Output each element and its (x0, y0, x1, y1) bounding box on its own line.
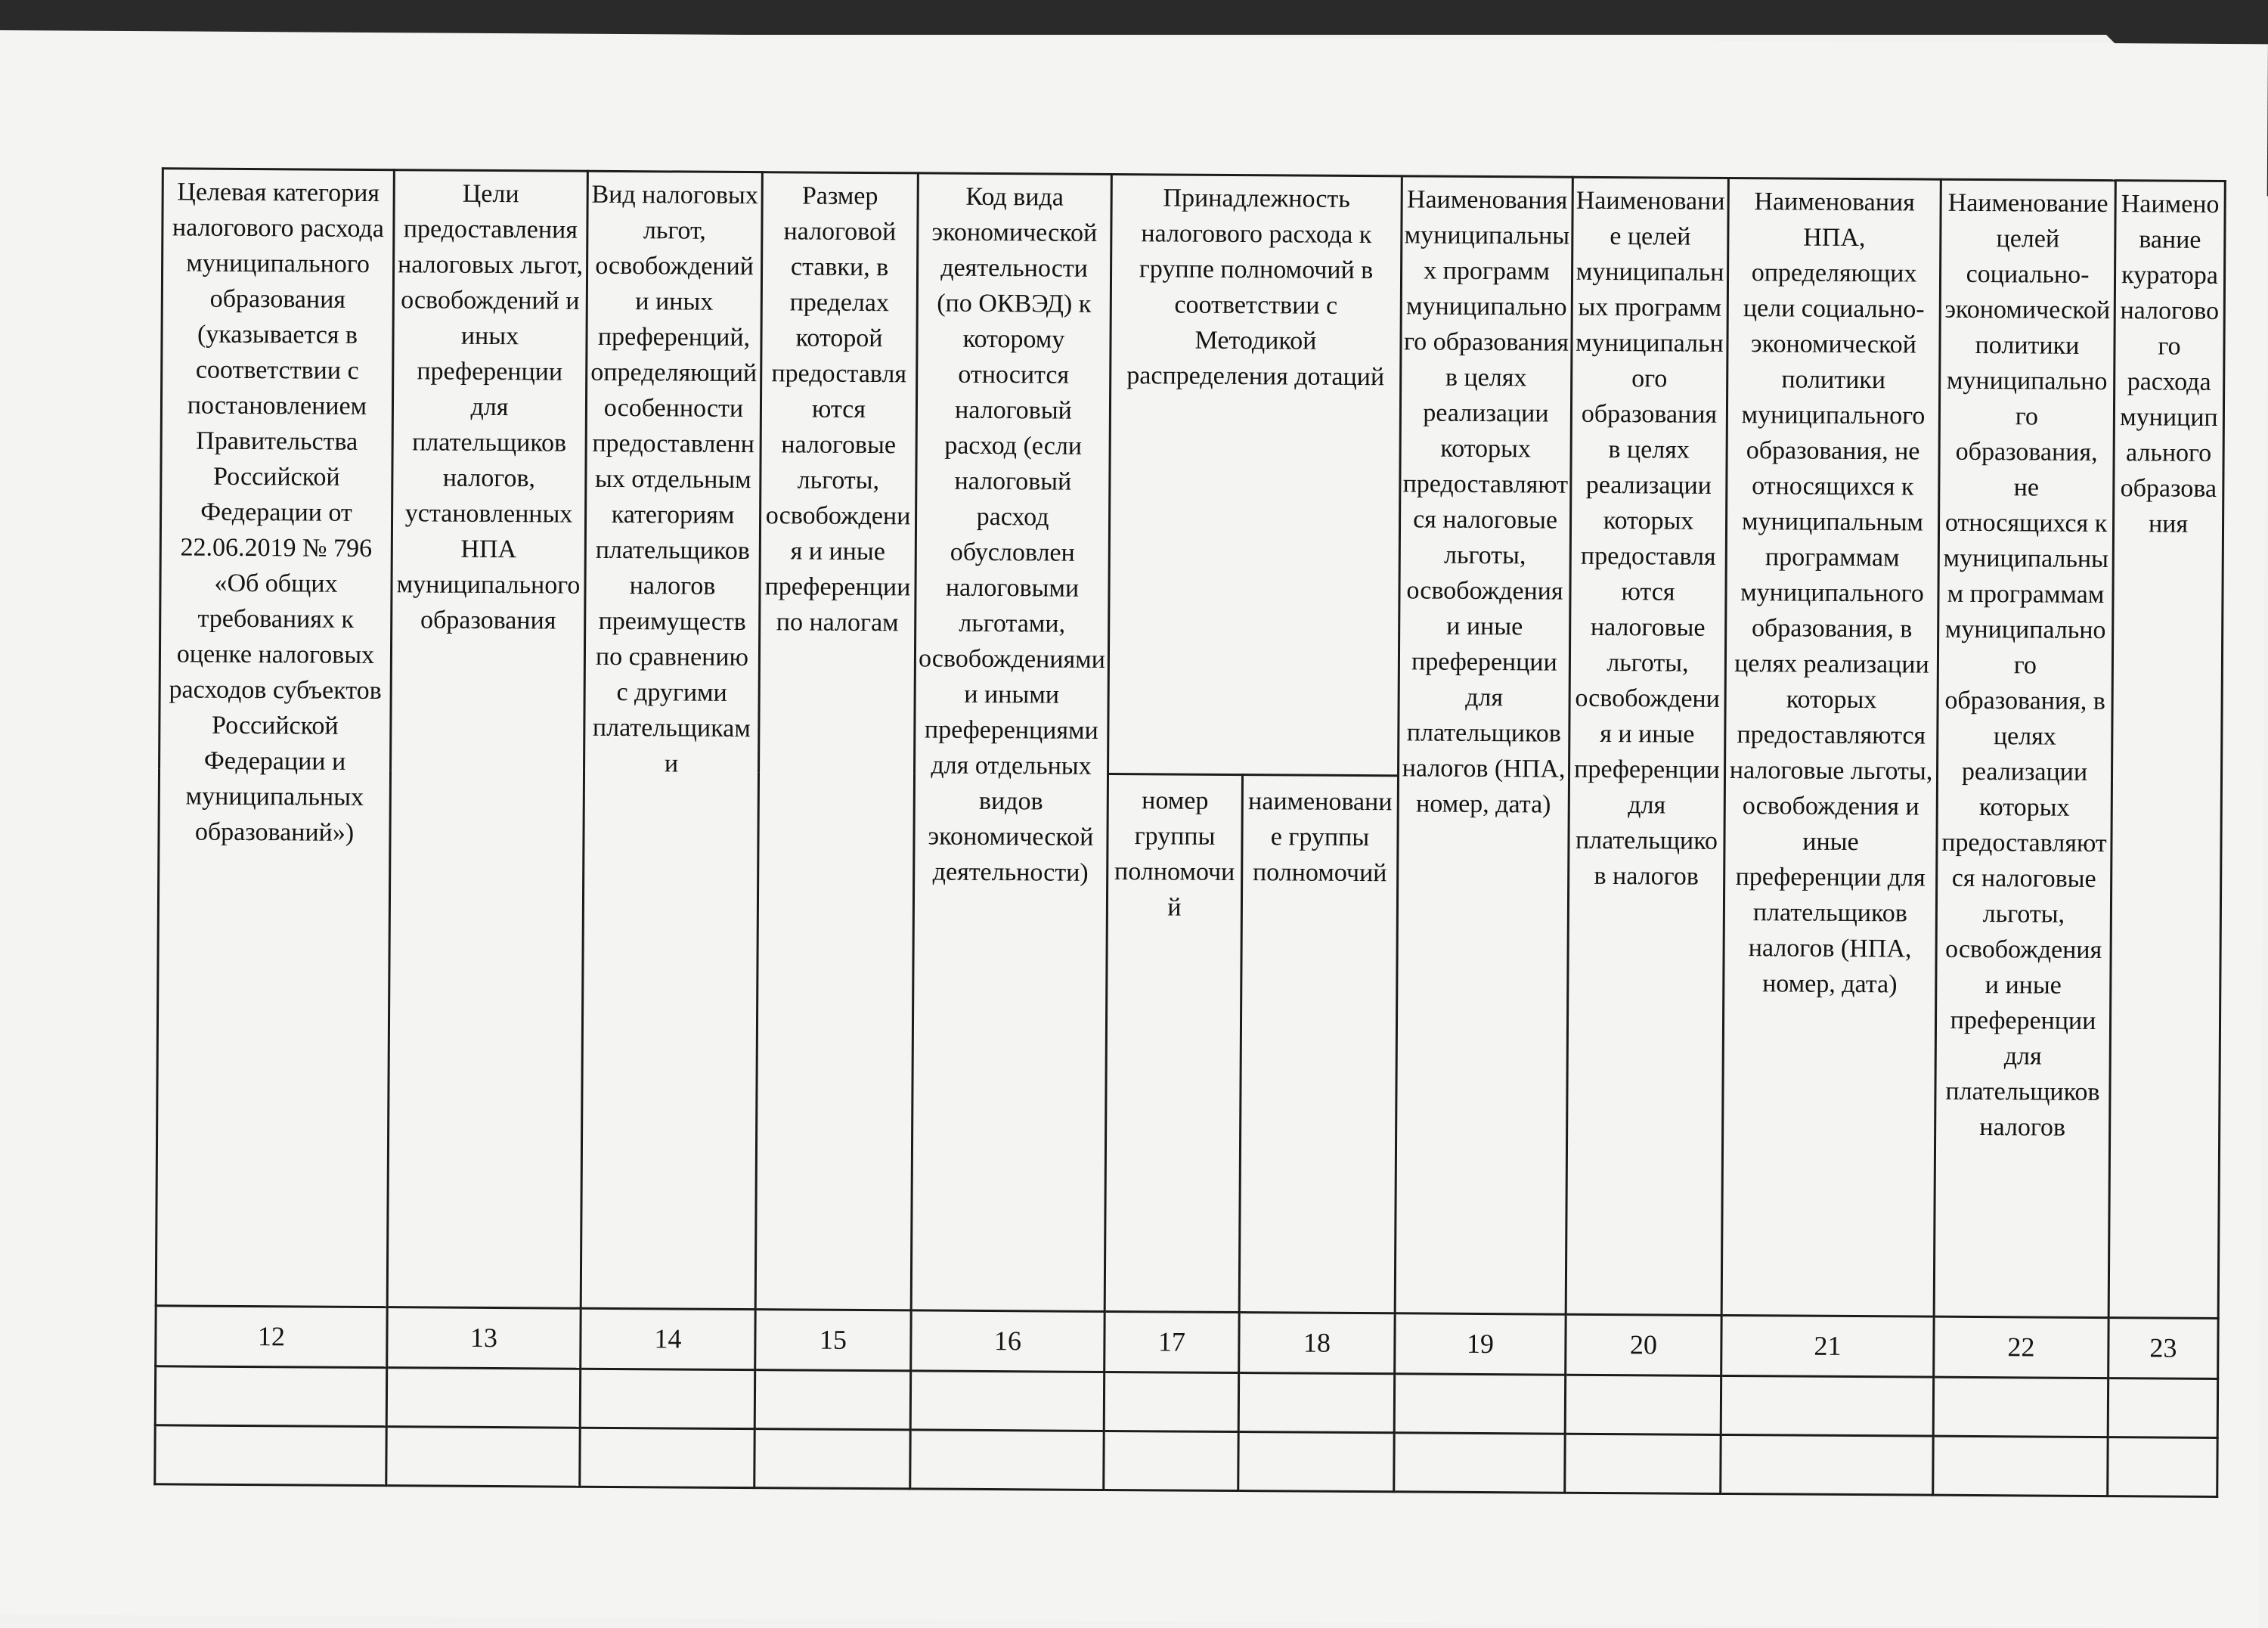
empty-cell (1721, 1375, 1933, 1436)
column-number: 17 (1105, 1311, 1239, 1372)
column-number: 19 (1395, 1313, 1566, 1375)
header-cell: Целевая категория налогового расхода муниципального образования (указывается в соответствии с постановлением Правительства Российской Федерации от 22.06.2019 № 796 «Об общих требованиях к оценке налоговых расходов субъектов Российской Федерации и муниципальных образований») (156, 169, 394, 1307)
empty-cell (155, 1425, 386, 1486)
empty-cell (1565, 1434, 1721, 1493)
header-cell: Вид налоговых льгот, освобождений и иных преференций, определяющий особенности предоставленных отдельным категориям плательщиков налогов преимуществ по сравнению с другими плательщиками (581, 171, 762, 1309)
empty-cell (580, 1428, 754, 1487)
empty-cell (1104, 1431, 1238, 1490)
empty-cell (1565, 1375, 1721, 1434)
column-number: 13 (387, 1307, 581, 1369)
subheader-cell: номер группы полномочий (1105, 774, 1242, 1312)
table-row (155, 1425, 2217, 1497)
empty-cell (155, 1366, 386, 1427)
header-cell: Наименование целей социально-экономической политики муниципального образования, не относящихся к муниципальным программам муниципального образования, в целях реализации которых предоставляются налоговые льготы, освобождения и иные преференции для плательщиков налогов (1934, 179, 2115, 1317)
header-cell: Наименование целей муниципальных программ муниципального образования в целях реализации которых предоставляются налоговые льготы, освобождения и иные преференции для плательщиков налогов (1566, 177, 1728, 1315)
column-number: 22 (1934, 1316, 2108, 1378)
empty-cell (1238, 1373, 1394, 1433)
empty-cell (754, 1429, 910, 1489)
header-cell: Размер налоговой ставки, в пределах которой предоставляются налоговые льготы, освобождения и иные преференции по налогам (755, 172, 918, 1310)
empty-cell (386, 1427, 580, 1487)
empty-cell (1394, 1433, 1565, 1493)
empty-cell (386, 1368, 580, 1428)
empty-cell (754, 1370, 910, 1430)
header-cell: Наименование куратора налогового расхода муниципального образования (2108, 181, 2225, 1319)
empty-cell (580, 1369, 754, 1428)
header-cell: Код вида экономической деятельности (по ОКВЭД) к которому относится налоговый расход (если налоговый расход обусловлен налоговыми льготами, освобождениями и иными преференциями для отдельных видов экономической деятельности) (911, 173, 1111, 1312)
subheader-cell: наименование группы полномочий (1239, 775, 1398, 1313)
empty-cell (2108, 1378, 2217, 1438)
tax-expenditure-table (153, 167, 2226, 1498)
column-number: 20 (1566, 1314, 1721, 1375)
column-number: 23 (2108, 1318, 2218, 1379)
header-row (160, 169, 2226, 781)
column-number: 15 (755, 1310, 911, 1371)
empty-cell (910, 1371, 1104, 1431)
empty-cell (1933, 1377, 2108, 1437)
empty-cell (1721, 1434, 1933, 1495)
header-cell-group: Принадлежность налогового расхода к группе полномочий в соответствии с Методикой распределения дотаций (1108, 174, 1402, 775)
header-cell: Наименования НПА, определяющих цели социально-экономической политики муниципального образования, не относящихся к муниципальным программам муниципального образования, в целях реализации которых предоставляются налоговые льготы, освобождения и иные преференции для плательщиков налогов (НПА, номер, дата) (1721, 178, 1941, 1316)
empty-cell (1104, 1372, 1238, 1431)
column-number: 16 (911, 1310, 1105, 1372)
column-number: 18 (1239, 1313, 1395, 1374)
empty-cell (2108, 1437, 2217, 1497)
column-number: 14 (581, 1308, 755, 1369)
column-number: 12 (156, 1306, 387, 1368)
header-cell: Наименования муниципальных программ муниципального образования в целях реализации которых предоставляются налоговые льготы, освобождения и иные преференции для плательщиков налогов (НПА, номер, дата) (1395, 176, 1572, 1314)
empty-cell (1394, 1374, 1565, 1434)
empty-cell (1933, 1436, 2108, 1496)
empty-cell (910, 1430, 1104, 1490)
scan-dark-border (0, 0, 2268, 35)
header-cell: Цели предоставления налоговых льгот, освобождений и иных преференции для плательщиков налогов, установленных НПА муниципального образования (387, 170, 587, 1309)
document-page (0, 30, 2268, 1628)
column-number: 21 (1721, 1315, 1934, 1377)
empty-cell (1238, 1432, 1394, 1492)
